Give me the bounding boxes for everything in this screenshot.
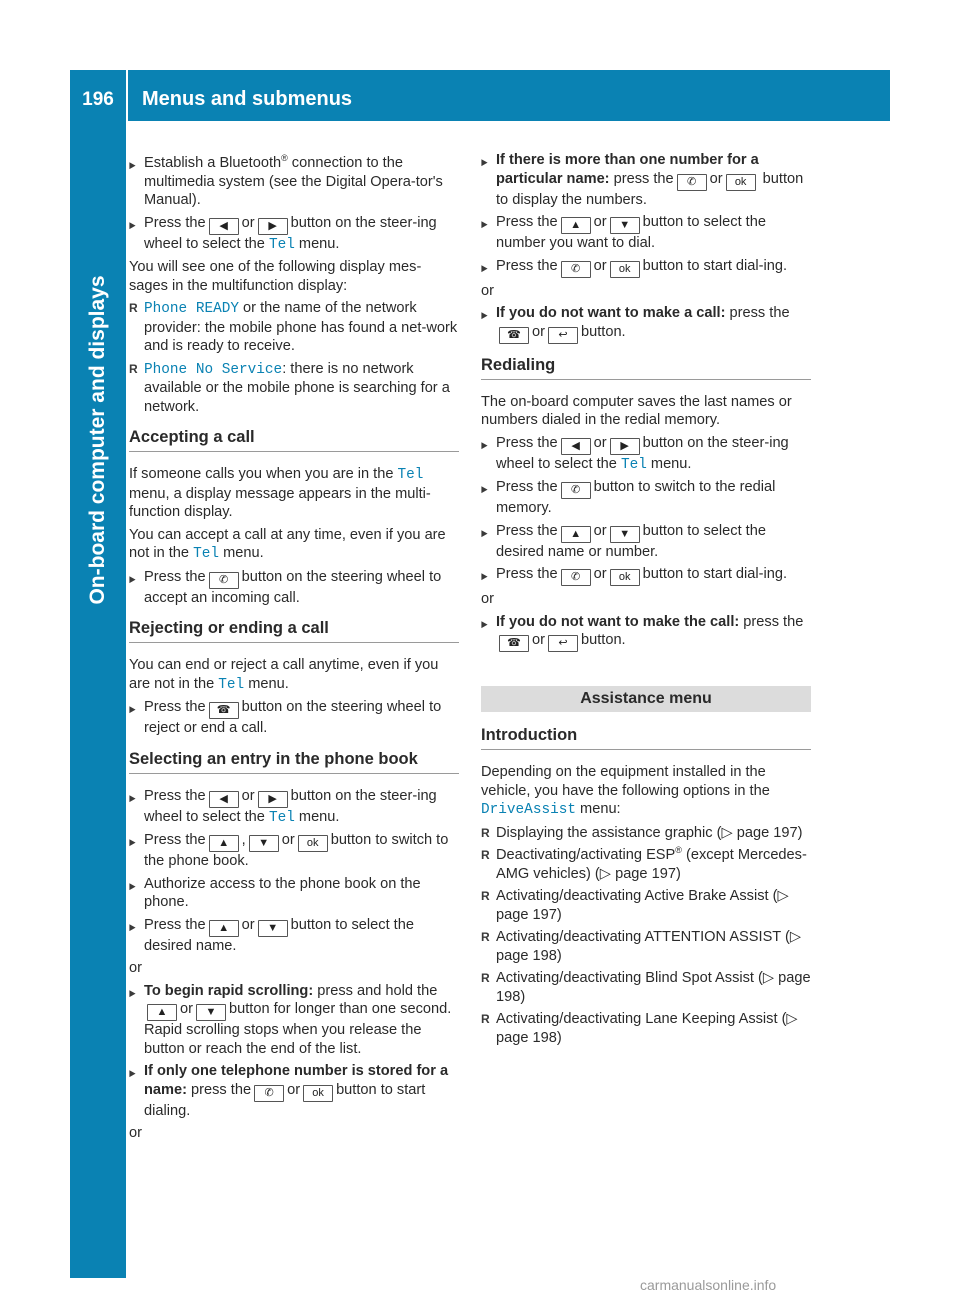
ok-button-icon: ok (298, 835, 328, 852)
instruction-step (129, 698, 459, 738)
instruction-step (129, 568, 459, 608)
up-button-icon: ▲ (147, 1004, 177, 1021)
text: press the (739, 613, 804, 630)
text: button. (580, 632, 626, 648)
text: Accepting a call (129, 428, 255, 446)
section-heading (481, 354, 811, 380)
down-button-icon: ▼ (258, 920, 288, 937)
text: You will see one of the following display mes-sages in the multifunction display: (129, 259, 422, 294)
text: or (593, 214, 607, 230)
text: Press the (144, 568, 206, 585)
ok-button-icon: ok (610, 261, 640, 278)
text: Introduction (481, 726, 578, 744)
text: or (129, 1125, 142, 1141)
text: , (241, 832, 246, 848)
instruction-step (129, 982, 459, 1059)
display-text: Tel (218, 676, 245, 693)
back-button-icon: ↩ (548, 327, 578, 344)
instruction-step (481, 257, 811, 278)
text: button on the steer-ing wheel to select the (144, 214, 437, 252)
paragraph (129, 1124, 459, 1143)
section-banner (481, 686, 811, 712)
text: button on the steer-ing wheel to select the (144, 787, 437, 825)
text: menu. (646, 455, 692, 472)
up-button-icon: ▲ (209, 835, 239, 852)
text: button to select the desired name or number. (496, 522, 766, 560)
down-button-icon: ▼ (249, 835, 279, 852)
text: Depending on the equipment installed in the vehicle, you have the following options in the (481, 764, 770, 799)
hang-up-button-icon: ☎ (499, 327, 529, 344)
paragraph (481, 763, 811, 820)
text: Press the (144, 214, 206, 231)
right-column (481, 151, 811, 1051)
instruction-step (481, 522, 811, 562)
text: Activating/deactivating Lane Keeping Assist (▷ page 198) (496, 1011, 798, 1046)
text: Rejecting or ending a call (129, 619, 329, 637)
ok-button-icon: ok (610, 569, 640, 586)
text: Establish a Bluetooth (144, 155, 282, 171)
down-button-icon: ▼ (610, 217, 640, 234)
up-button-icon: ▲ (561, 217, 591, 234)
paragraph (129, 959, 459, 978)
side-tab-label: On-board computer and displays (86, 275, 109, 605)
section-heading (129, 748, 459, 774)
paragraph (481, 282, 811, 301)
paragraph (129, 526, 459, 564)
right-button-icon: ▶ (258, 218, 288, 235)
down-button-icon: ▼ (196, 1004, 226, 1021)
text: menu. (294, 235, 340, 252)
instruction-step (481, 213, 811, 253)
text: or (593, 522, 607, 539)
ok-button-icon: ok (726, 174, 756, 191)
text: Redialing (481, 355, 556, 374)
text: Press the (496, 566, 558, 582)
text: ® (281, 153, 288, 164)
text: ® (675, 845, 682, 856)
text: or (129, 960, 142, 976)
back-button-icon: ↩ (548, 635, 578, 652)
instruction-step (481, 613, 811, 653)
text: Activating/deactivating Active Brake Assist (▷ page 197) (496, 888, 789, 923)
paragraph (481, 393, 811, 430)
text: or (709, 170, 723, 187)
text: Press the (496, 479, 558, 495)
text: menu. (244, 675, 289, 692)
up-button-icon: ▲ (561, 526, 591, 543)
text: Deactivating/activating ESP (496, 847, 676, 863)
text: or (593, 434, 607, 451)
text: or (532, 323, 545, 340)
instruction-step (129, 875, 459, 912)
display-text: Tel (397, 467, 424, 483)
text: or (241, 787, 255, 804)
hang-up-button-icon: ☎ (209, 702, 239, 719)
text: press the (609, 170, 674, 187)
text: menu: (576, 801, 621, 817)
header-divider (126, 70, 128, 121)
text: button for longer than one second. Rapid scrolling stops when you release the button or reach the end of the list. (144, 1001, 452, 1057)
text: connection to the multimedia system (see the Digital Opera-tor's Manual). (144, 155, 443, 208)
text: menu. (219, 545, 264, 561)
section-heading (129, 617, 459, 643)
text: button to switch to the phone book. (144, 832, 449, 869)
text: menu, a display message appears in the multi-function display. (129, 485, 431, 520)
paragraph (129, 656, 459, 694)
text: Selecting an entry in the phone book (129, 749, 418, 768)
text: To begin rapid scrolling: (144, 982, 314, 999)
text: button to select the number you want to dial. (496, 214, 766, 251)
text: If you do not want to make a call: (496, 305, 726, 321)
text: Press the (144, 787, 206, 804)
text: button to start dial-ing. (642, 257, 788, 274)
text: or (481, 282, 494, 299)
bullet-item (481, 824, 811, 843)
text: If someone calls you when you are in the (129, 466, 398, 482)
text: Press the (496, 214, 558, 230)
instruction-step (129, 214, 459, 255)
text: Activating/deactivating Blind Spot Assist (▷ page 198) (496, 970, 811, 1005)
text: or (532, 632, 545, 648)
text: button on the steer-ing wheel to select the (496, 434, 789, 472)
bullet-item (481, 887, 811, 924)
right-button-icon: ▶ (610, 438, 640, 455)
text: or (481, 591, 494, 607)
phone-button-icon: ✆ (561, 261, 591, 278)
instruction-step (481, 434, 811, 475)
phone-button-icon: ✆ (677, 174, 707, 191)
text: or (287, 1081, 301, 1098)
bullet-item (481, 846, 811, 883)
text: Displaying the assistance graphic (▷ page 197) (496, 824, 803, 841)
bullet-item (481, 1010, 811, 1047)
display-text: DriveAssist (481, 802, 576, 818)
text: or (180, 1001, 193, 1017)
text: Activating/deactivating ATTENTION ASSIST (▷ page 198) (496, 929, 802, 964)
left-button-icon: ◀ (209, 218, 239, 235)
display-text: Phone No Service (144, 361, 283, 378)
left-button-icon: ◀ (561, 438, 591, 455)
paragraph (481, 590, 811, 609)
paragraph (129, 258, 459, 295)
text: press the (186, 1081, 252, 1098)
instruction-step (129, 831, 459, 871)
instruction-step (481, 151, 811, 209)
text: button to switch to the redial memory. (496, 479, 776, 516)
down-button-icon: ▼ (610, 526, 640, 543)
instruction-step (129, 787, 459, 828)
text: You can end or reject a call anytime, even if you are not in the (129, 657, 439, 692)
text: button to display the numbers. (496, 170, 804, 208)
page-number: 196 (82, 89, 114, 110)
text: If only one telephone number is stored for a name: (144, 1063, 449, 1098)
text: Press the (144, 832, 206, 848)
display-text: Tel (193, 546, 220, 562)
text: or (281, 832, 295, 848)
text: Authorize access to the phone book on the phone. (144, 875, 421, 910)
text: button to start dial-ing. (642, 566, 788, 582)
hang-up-button-icon: ☎ (499, 635, 529, 652)
bullet-item (129, 360, 459, 417)
text: Press the (144, 699, 206, 715)
text: press and hold the (313, 982, 438, 999)
text: or (241, 916, 255, 933)
section-heading (481, 724, 811, 750)
instruction-step (481, 565, 811, 586)
text: Press the (496, 257, 558, 274)
text: The on-board computer saves the last names or numbers dialed in the redial memory. (481, 393, 792, 428)
text: Press the (496, 434, 558, 451)
text: or (593, 257, 607, 274)
text: : there is no network available or the mobile phone is searching for a network. (144, 360, 450, 415)
text: or the name of the network provider: the mobile phone has found a net-work and is ready to receive. (144, 300, 458, 354)
text: menu. (294, 808, 340, 825)
text: You can accept a call at any time, even if you are not in the (129, 526, 446, 561)
text: Press the (144, 916, 206, 933)
text: If you do not want to make the call: (496, 613, 740, 630)
phone-button-icon: ✆ (561, 569, 591, 586)
phone-button-icon: ✆ (254, 1085, 284, 1102)
display-text: Phone READY (144, 301, 239, 317)
paragraph (129, 465, 459, 522)
bullet-item (481, 928, 811, 965)
display-text: Tel (620, 456, 647, 473)
phone-button-icon: ✆ (561, 482, 591, 499)
text: (except Mercedes-AMG vehicles) (▷ page 197) (496, 847, 807, 882)
section-heading (129, 426, 459, 452)
text: button on the steering wheel to accept an incoming call. (144, 568, 442, 606)
bullet-item (129, 299, 459, 356)
bullet-item (481, 969, 811, 1006)
instruction-step (129, 916, 459, 956)
instruction-step (129, 154, 459, 210)
phone-button-icon: ✆ (209, 572, 239, 589)
display-text: Tel (268, 236, 295, 253)
instruction-step (129, 1062, 459, 1120)
text: or (593, 566, 607, 582)
ok-button-icon: ok (303, 1085, 333, 1102)
page-title: Menus and submenus (142, 88, 353, 110)
up-button-icon: ▲ (209, 920, 239, 937)
text: Assistance menu (580, 690, 712, 707)
text: If there is more than one number for a particular name: (496, 152, 759, 187)
text: button on the steering wheel to reject or end a call. (144, 699, 442, 736)
instruction-step (481, 478, 811, 518)
text: button to select the desired name. (144, 916, 414, 954)
text: Press the (496, 522, 558, 539)
text: button to start dialing. (144, 1081, 426, 1119)
right-button-icon: ▶ (258, 791, 288, 808)
display-text: Tel (268, 809, 295, 826)
text: or (241, 214, 255, 231)
left-column (129, 154, 459, 1147)
text: button. (580, 323, 626, 340)
left-button-icon: ◀ (209, 791, 239, 808)
text: press the (725, 305, 790, 321)
watermark: carmanualsonline.info (640, 1277, 777, 1293)
instruction-step (481, 304, 811, 344)
